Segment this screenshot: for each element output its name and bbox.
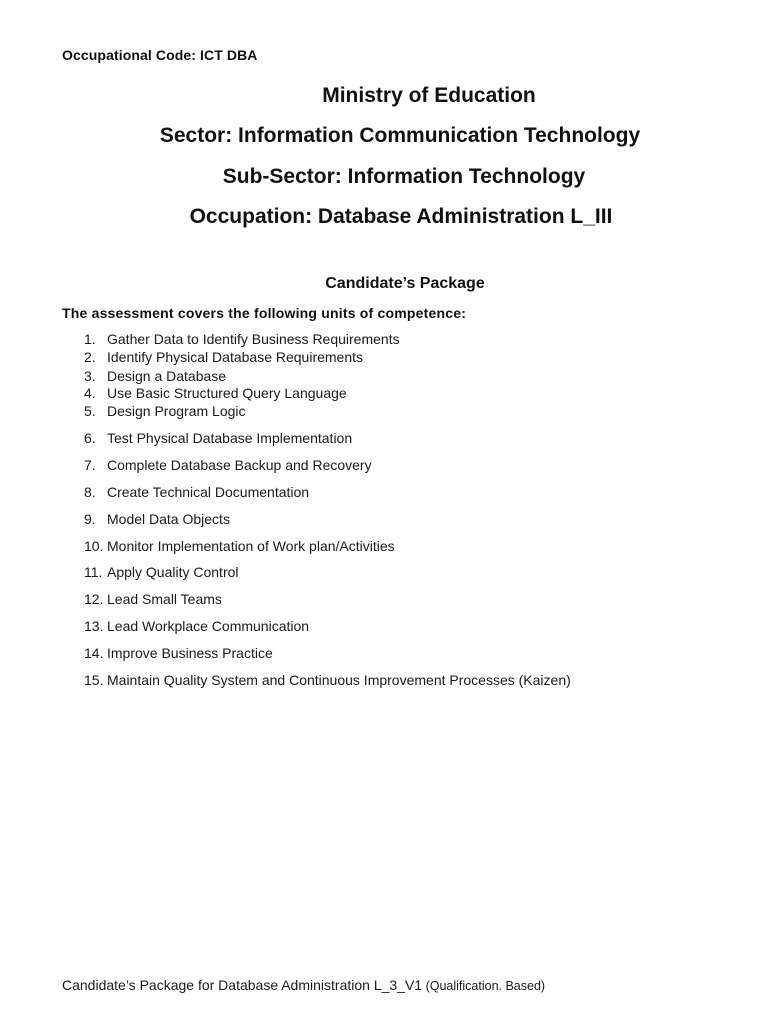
- list-item-number: 15.: [84, 672, 104, 688]
- list-item-label: Monitor Implementation of Work plan/Activities: [107, 538, 395, 554]
- list-item-number: 6.: [84, 430, 96, 446]
- list-item: [84, 564, 239, 580]
- list-item-label: Design Program Logic: [107, 403, 246, 419]
- list-item: [84, 368, 226, 384]
- list-item-number: 13.: [84, 618, 104, 634]
- list-item-number: 10.: [84, 538, 104, 554]
- list-item-label: Improve Business Practice: [107, 645, 273, 661]
- list-item-number: 1.: [84, 331, 96, 347]
- list-item: [84, 538, 395, 554]
- list-item: [84, 484, 309, 500]
- list-item: [84, 457, 372, 473]
- list-item-label: Create Technical Documentation: [107, 484, 310, 500]
- list-item-label: Complete Database Backup and Recovery: [107, 457, 372, 473]
- list-item-label: Model Data Objects: [107, 511, 230, 527]
- occupational-code: Occupational Code: ICT DBA: [62, 47, 258, 63]
- list-item-label: Lead Small Teams: [107, 591, 222, 607]
- footer-main-text: Candidate’s Package for Database Administration L_3_V1: [62, 977, 423, 993]
- list-item: [84, 618, 309, 634]
- list-item: [84, 331, 400, 347]
- list-item: [84, 591, 222, 607]
- list-item-label: Lead Workplace Communication: [107, 618, 310, 634]
- list-item: [84, 430, 352, 446]
- list-item-number: 4.: [84, 385, 96, 401]
- list-item-number: 12.: [84, 591, 104, 607]
- occupation-title: Occupation: Database Administration L_III: [189, 205, 613, 228]
- list-item-number: 5.: [84, 403, 96, 419]
- list-item: [84, 511, 230, 527]
- list-item-number: 2.: [84, 349, 96, 365]
- list-item-label: Identify Physical Database Requirements: [107, 349, 364, 365]
- ministry-title: Ministry of Education: [322, 84, 536, 107]
- page-footer: [62, 977, 545, 993]
- list-item: [84, 672, 571, 688]
- package-title: Candidate’s Package: [325, 275, 485, 292]
- list-item-label: Use Basic Structured Query Language: [107, 385, 347, 401]
- list-item-label: Gather Data to Identify Business Requirements: [107, 331, 400, 347]
- list-item-number: 9.: [84, 511, 96, 527]
- list-item: [84, 349, 363, 365]
- list-item: [84, 403, 246, 419]
- list-item-label: Design a Database: [107, 368, 227, 384]
- list-item-number: 11.: [84, 564, 103, 580]
- footer-note: (Qualification. Based): [422, 979, 546, 993]
- list-item: [84, 645, 273, 661]
- list-item-number: 8.: [84, 484, 96, 500]
- list-item-label: Apply Quality Control: [107, 564, 239, 580]
- sector-title: Sector: Information Communication Technology: [159, 124, 641, 147]
- assessment-intro: The assessment covers the following units of competence:: [62, 305, 467, 321]
- list-item: [84, 385, 347, 401]
- list-item-label: Test Physical Database Implementation: [107, 430, 353, 446]
- subsector-title: Sub-Sector: Information Technology: [222, 165, 586, 188]
- list-item-number: 7.: [84, 457, 96, 473]
- list-item-number: 3.: [84, 368, 96, 384]
- list-item-label: Maintain Quality System and Continuous Improvement Processes (Kaizen): [107, 672, 571, 688]
- list-item-number: 14.: [84, 645, 104, 661]
